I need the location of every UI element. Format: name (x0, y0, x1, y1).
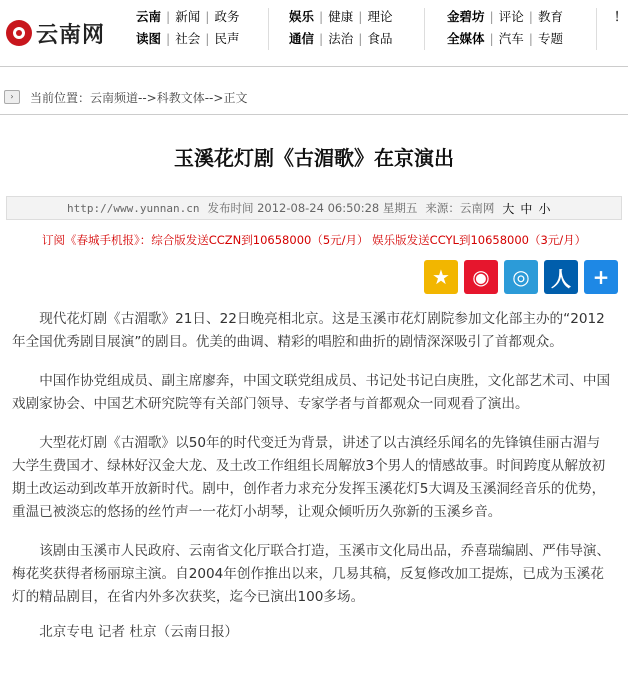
nav-link[interactable]: 娱乐 (289, 9, 315, 24)
site-logo[interactable] (6, 16, 121, 50)
nav-link[interactable]: 食品 (367, 31, 393, 46)
nav-link[interactable]: 全媒体 (447, 31, 485, 46)
more-share-icon[interactable]: + (584, 260, 618, 294)
article-paragraph: 中国作协党组成员、副主席廖奔，中国文联党组成员、书记处书记白庚胜，文化部艺术司、中国戏剧家协会、中国艺术研究院等有关部门领导、专家学者与首都观众一同观看了演出。 (12, 373, 611, 412)
nav-link[interactable]: 金碧坊 (447, 9, 485, 24)
nav-cut-off-text[interactable]: ！ (614, 9, 627, 24)
renren-icon[interactable]: 人 (544, 260, 578, 294)
article-signature: 北京专电 记者 杜京（云南日报） (39, 624, 239, 640)
breadcrumb-divider (0, 114, 628, 115)
nav-group-2: 娱乐 | 健康 | 理论 通信 | 法治 | 食品 (289, 6, 392, 50)
nav-link[interactable]: 通信 (289, 31, 315, 46)
subscribe-link[interactable]: 订阅《春城手机报》：综合版发送CCZN到10658000（5元/月） 娱乐版发送CCYL到10658000（3元/月） (42, 233, 587, 247)
font-size-small-button[interactable]: 小 (538, 201, 551, 216)
logo-text: 云南网 (36, 21, 106, 48)
breadcrumb-path[interactable]: 云南频道-->科教文体-->正文 (90, 90, 248, 105)
nav-link[interactable]: 政务 (214, 9, 240, 24)
nav-group-1: 云南 | 新闻 | 政务 读图 | 社会 | 民声 (136, 6, 239, 50)
article-paragraph: 现代花灯剧《古湄歌》21日、22日晚亮相北京。这是玉溪市花灯剧院参加文化部主办的“2012年全国优秀剧目展演”的剧目。优美的曲调、精彩的唱腔和曲折的剧情深深吸引了首都观众。 (12, 311, 605, 350)
share-toolbar (424, 260, 618, 294)
nav-link[interactable]: 法治 (328, 31, 354, 46)
breadcrumb (4, 87, 247, 107)
nav-link[interactable]: 健康 (328, 9, 354, 24)
nav-group-3: 金碧坊 | 评论 | 教育 全媒体 | 汽车 | 专题 (447, 6, 563, 50)
nav-group-cut-off (614, 6, 627, 28)
site-header (0, 0, 628, 62)
nav-link[interactable]: 新闻 (175, 9, 201, 24)
header-divider (0, 66, 628, 67)
nav-link[interactable]: 教育 (537, 9, 563, 24)
nav-divider (596, 8, 597, 50)
article-body (12, 308, 612, 660)
nav-link[interactable]: 民声 (214, 31, 240, 46)
article-title: 玉溪花灯剧《古湄歌》在京演出 (174, 146, 454, 170)
nav-link[interactable]: 社会 (175, 31, 201, 46)
publish-time: 发布时间 2012-08-24 06:50:28 星期五 (207, 201, 418, 215)
article-paragraph: 该剧由玉溪市人民政府、云南省文化厅联合打造，玉溪市文化局出品，乔喜瑞编剧、严伟导演、梅花奖获得者杨丽琼主演。自2004年创作推出以来，几易其稿，反复修改加工提炼，已成为玉溪花灯的精品剧目，在省内外多次获奖，迄今已演出100多场。 (12, 543, 611, 605)
article-paragraph: 大型花灯剧《古湄歌》以50年的时代变迁为背景，讲述了以古滇经乐闻名的先锋镇佳丽古湄与大学生费国才、绿林好汉金大龙、及土改工作组组长周解放3个男人的情感故事。时间跨度从解放初期土改运动到改革开放新时代。剧中，创作者力求充分发挥玉溪花灯5大调及玉溪洞经音乐的优势，重温已被淡忘的悠扬的丝竹声一一花灯小胡琴，让观众倾听历久弥新的玉溪乡音。 (12, 435, 606, 520)
logo-icon (6, 20, 32, 46)
weibo-icon[interactable]: ◉ (464, 260, 498, 294)
nav-link[interactable]: 云南 (136, 9, 162, 24)
article-source: 来源：云南网 (425, 201, 495, 215)
font-size-large-button[interactable]: 大 (502, 201, 515, 216)
chevron-right-icon[interactable]: › (4, 90, 20, 104)
nav-link[interactable]: 评论 (498, 9, 524, 24)
nav-divider (268, 8, 269, 50)
nav-link[interactable]: 专题 (537, 31, 563, 46)
breadcrumb-prefix: 当前位置： (30, 90, 91, 105)
article-meta-bar (6, 196, 622, 220)
nav-link[interactable]: 读图 (136, 31, 162, 46)
tencent-weibo-icon[interactable]: ◎ (504, 260, 538, 294)
nav-link[interactable]: 理论 (367, 9, 393, 24)
nav-divider (424, 8, 425, 50)
qzone-icon[interactable]: ★ (424, 260, 458, 294)
nav-link[interactable]: 汽车 (498, 31, 524, 46)
source-url[interactable]: http://www.yunnan.cn (67, 201, 200, 215)
font-size-medium-button[interactable]: 中 (520, 201, 533, 216)
